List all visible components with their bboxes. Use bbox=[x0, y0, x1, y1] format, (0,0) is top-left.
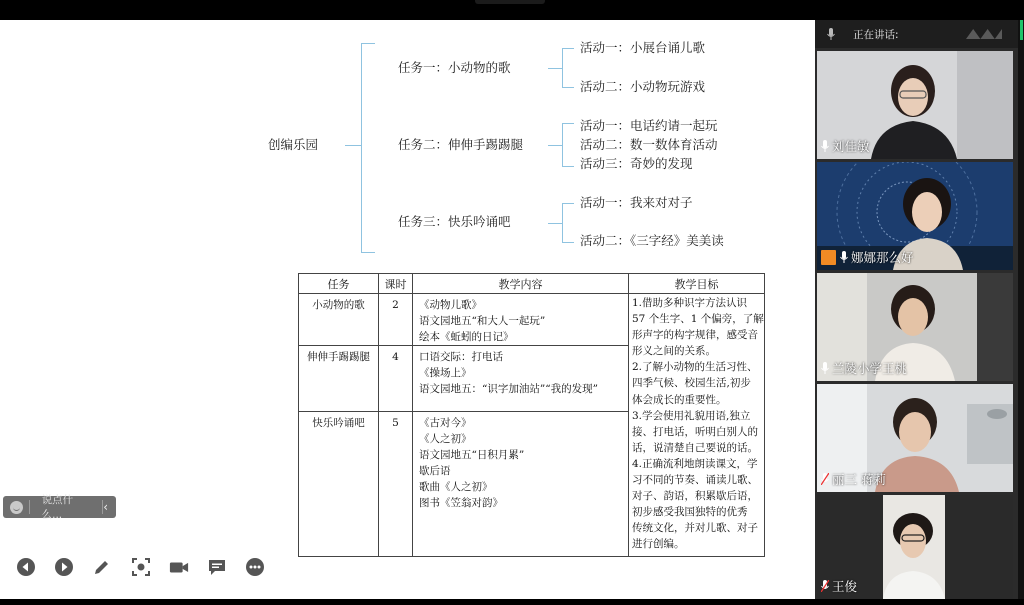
participant-video[interactable] bbox=[817, 162, 1013, 270]
goal-line: 1.借助多种识字方法认识 bbox=[632, 297, 748, 309]
prev-icon bbox=[16, 557, 36, 577]
next-icon bbox=[54, 557, 74, 577]
content-line: 语文园地五“日积月累” bbox=[419, 449, 525, 461]
mindmap-task-3: 任务三：快乐吟诵吧 bbox=[398, 214, 511, 229]
header-hours: 课时 bbox=[379, 274, 413, 294]
shared-screen bbox=[0, 20, 815, 599]
goal-line: 传统文化，并对儿歌、对子 bbox=[632, 522, 758, 535]
teaching-plan-table bbox=[298, 273, 765, 557]
participant-video[interactable] bbox=[817, 273, 1013, 381]
goal-line: 2.了解小动物的生活习性、 bbox=[632, 361, 758, 374]
mindmap-task-3-brace bbox=[562, 203, 574, 243]
chat-input[interactable] bbox=[3, 494, 116, 521]
goal-line: 四季气候、校园生活,初步 bbox=[632, 377, 751, 390]
content-line: 《动物儿歌》 bbox=[419, 299, 482, 311]
microphone-muted-icon bbox=[821, 473, 829, 485]
hours-value: 4 bbox=[392, 351, 399, 363]
pen-icon bbox=[92, 557, 112, 577]
divider bbox=[29, 500, 30, 514]
emoji-icon[interactable] bbox=[10, 501, 23, 514]
content-line: 《操场上》 bbox=[419, 367, 472, 379]
participant-name-text: 王俊 bbox=[832, 579, 858, 594]
goal-line: 形义之间的关系。 bbox=[632, 345, 716, 358]
content-cell bbox=[413, 346, 629, 412]
participant-name-text: 兰陵小学王桃 bbox=[832, 361, 908, 376]
chat-icon bbox=[207, 557, 227, 577]
mindmap-task-1-brace bbox=[562, 48, 574, 88]
mindmap-activity: 活动一：我来对对子 bbox=[580, 195, 693, 210]
table-header-row bbox=[299, 274, 765, 294]
mindmap-activity: 活动一：电话约请一起玩 bbox=[580, 118, 718, 133]
microphone-icon bbox=[821, 362, 829, 374]
host-badge-icon bbox=[821, 250, 836, 265]
speaking-indicator bbox=[815, 20, 1018, 48]
prev-button[interactable] bbox=[16, 557, 36, 577]
participant-video[interactable] bbox=[817, 51, 1013, 159]
task-cell bbox=[299, 412, 379, 557]
goal-line: 对子、韵语，积累歇后语， bbox=[632, 490, 758, 503]
status-indicator bbox=[1020, 20, 1023, 40]
goal-line: 4.正确流利地朗读课文，学 bbox=[632, 457, 758, 470]
mindmap-task-3-connector bbox=[548, 223, 562, 224]
microphone-muted-icon bbox=[821, 580, 829, 592]
header-content: 教学内容 bbox=[413, 274, 629, 294]
participant-name-text: 丽三 蒋莉 bbox=[832, 472, 886, 487]
task-cell bbox=[299, 346, 379, 412]
content-line: 歇后语 bbox=[419, 465, 451, 477]
participant-name-text: 娜娜那么好 bbox=[851, 250, 914, 265]
goal-line: 初步感受我国独特的优秀 bbox=[632, 506, 748, 519]
mindmap-task-2-connector bbox=[548, 145, 562, 146]
mindmap-activity: 活动二：小动物玩游戏 bbox=[580, 79, 706, 94]
mindmap-root-brace bbox=[361, 43, 375, 253]
mindmap-task-2: 任务二：伸伸手踢踢腿 bbox=[398, 137, 524, 152]
mindmap-activity: 活动一：小展台诵儿歌 bbox=[580, 40, 706, 55]
chat-placeholder: 说点什么... bbox=[41, 494, 74, 521]
microphone-icon bbox=[840, 251, 848, 263]
chat-button[interactable] bbox=[207, 557, 227, 577]
task-cell bbox=[299, 294, 379, 346]
microphone-icon bbox=[821, 140, 829, 152]
next-button[interactable] bbox=[54, 557, 74, 577]
participant-name bbox=[821, 359, 907, 377]
goal-line: 习不同的节奏、诵读儿歌、 bbox=[632, 474, 758, 487]
goal-line: 57 个生字、1 个偏旁，了解 bbox=[632, 313, 764, 326]
content-line: 口语交际：打电话 bbox=[419, 351, 503, 363]
content-line: 《人之初》 bbox=[419, 433, 472, 445]
task-name: 快乐吟诵吧 bbox=[312, 417, 365, 429]
header-task: 任务 bbox=[299, 274, 379, 294]
more-button[interactable] bbox=[245, 557, 265, 577]
participant-name bbox=[821, 137, 870, 155]
participant-video[interactable] bbox=[817, 495, 1013, 599]
annotate-button[interactable] bbox=[92, 557, 112, 577]
participant-name-text: 刘佳敏 bbox=[832, 139, 870, 154]
participant-name bbox=[821, 470, 886, 488]
participant-video[interactable] bbox=[817, 384, 1013, 492]
camera-icon bbox=[169, 557, 189, 577]
goals-cell bbox=[629, 294, 765, 557]
speaking-label: 正在讲话: bbox=[853, 28, 899, 41]
hours-value: 2 bbox=[392, 299, 399, 311]
content-line: 绘本《蚯蚓的日记》 bbox=[419, 331, 514, 343]
more-icon bbox=[245, 557, 265, 577]
mindmap-task-1-connector bbox=[548, 68, 562, 69]
hours-value: 5 bbox=[392, 417, 399, 429]
screenshot-button[interactable] bbox=[131, 557, 151, 577]
header-goals: 教学目标 bbox=[629, 274, 765, 294]
participants-panel bbox=[815, 20, 1018, 599]
collapse-chevron-icon[interactable]: ‹ bbox=[103, 500, 108, 514]
goal-line: 体会成长的重要性。 bbox=[632, 393, 727, 406]
content-line: 语文园地五：“识字加油站”“我的发现” bbox=[419, 383, 598, 395]
goal-line: 形声字的构字规律，感受音 bbox=[632, 329, 758, 342]
content-line: 歌曲《人之初》 bbox=[419, 481, 493, 493]
top-bar bbox=[0, 0, 1024, 20]
audio-level-icon bbox=[966, 29, 1002, 39]
mindmap-activity: 活动二：数一数体育活动 bbox=[580, 137, 718, 152]
mindmap-root: 创编乐园 bbox=[268, 137, 319, 152]
content-line: 图书《笠翁对韵》 bbox=[419, 497, 503, 509]
mindmap-task-2-brace bbox=[562, 123, 574, 167]
goal-line: 话，说清楚自己要说的话。 bbox=[632, 441, 758, 454]
mindmap-root-connector bbox=[345, 145, 361, 146]
hours-cell bbox=[379, 346, 413, 412]
goal-line: 进行创编。 bbox=[632, 538, 685, 551]
mindmap-activity: 活动三：奇妙的发现 bbox=[580, 156, 693, 171]
content-cell bbox=[413, 294, 629, 346]
hours-cell bbox=[379, 412, 413, 557]
camera-button[interactable] bbox=[169, 557, 189, 577]
microphone-icon bbox=[827, 28, 835, 40]
mindmap-task-1: 任务一：小动物的歌 bbox=[398, 60, 511, 75]
goal-line: 接、打电话，听明白别人的 bbox=[632, 425, 758, 438]
content-line: 语文园地五“和大人一起玩” bbox=[419, 315, 546, 327]
goal-line: 3.学会使用礼貌用语,独立 bbox=[632, 409, 751, 422]
table-row bbox=[299, 294, 765, 346]
hours-cell bbox=[379, 294, 413, 346]
bottom-bar bbox=[0, 599, 1024, 605]
content-line: 《古对今》 bbox=[419, 417, 472, 429]
window-edge bbox=[1018, 20, 1024, 599]
content-cell bbox=[413, 412, 629, 557]
title-notch bbox=[475, 0, 545, 4]
screenshot-icon bbox=[131, 557, 151, 577]
mindmap-activity: 活动二：《三字经》美美读 bbox=[580, 233, 724, 248]
participant-name bbox=[821, 577, 857, 595]
task-name: 伸伸手踢踢腿 bbox=[307, 351, 370, 363]
task-name: 小动物的歌 bbox=[312, 299, 365, 311]
participant-name bbox=[821, 248, 914, 266]
